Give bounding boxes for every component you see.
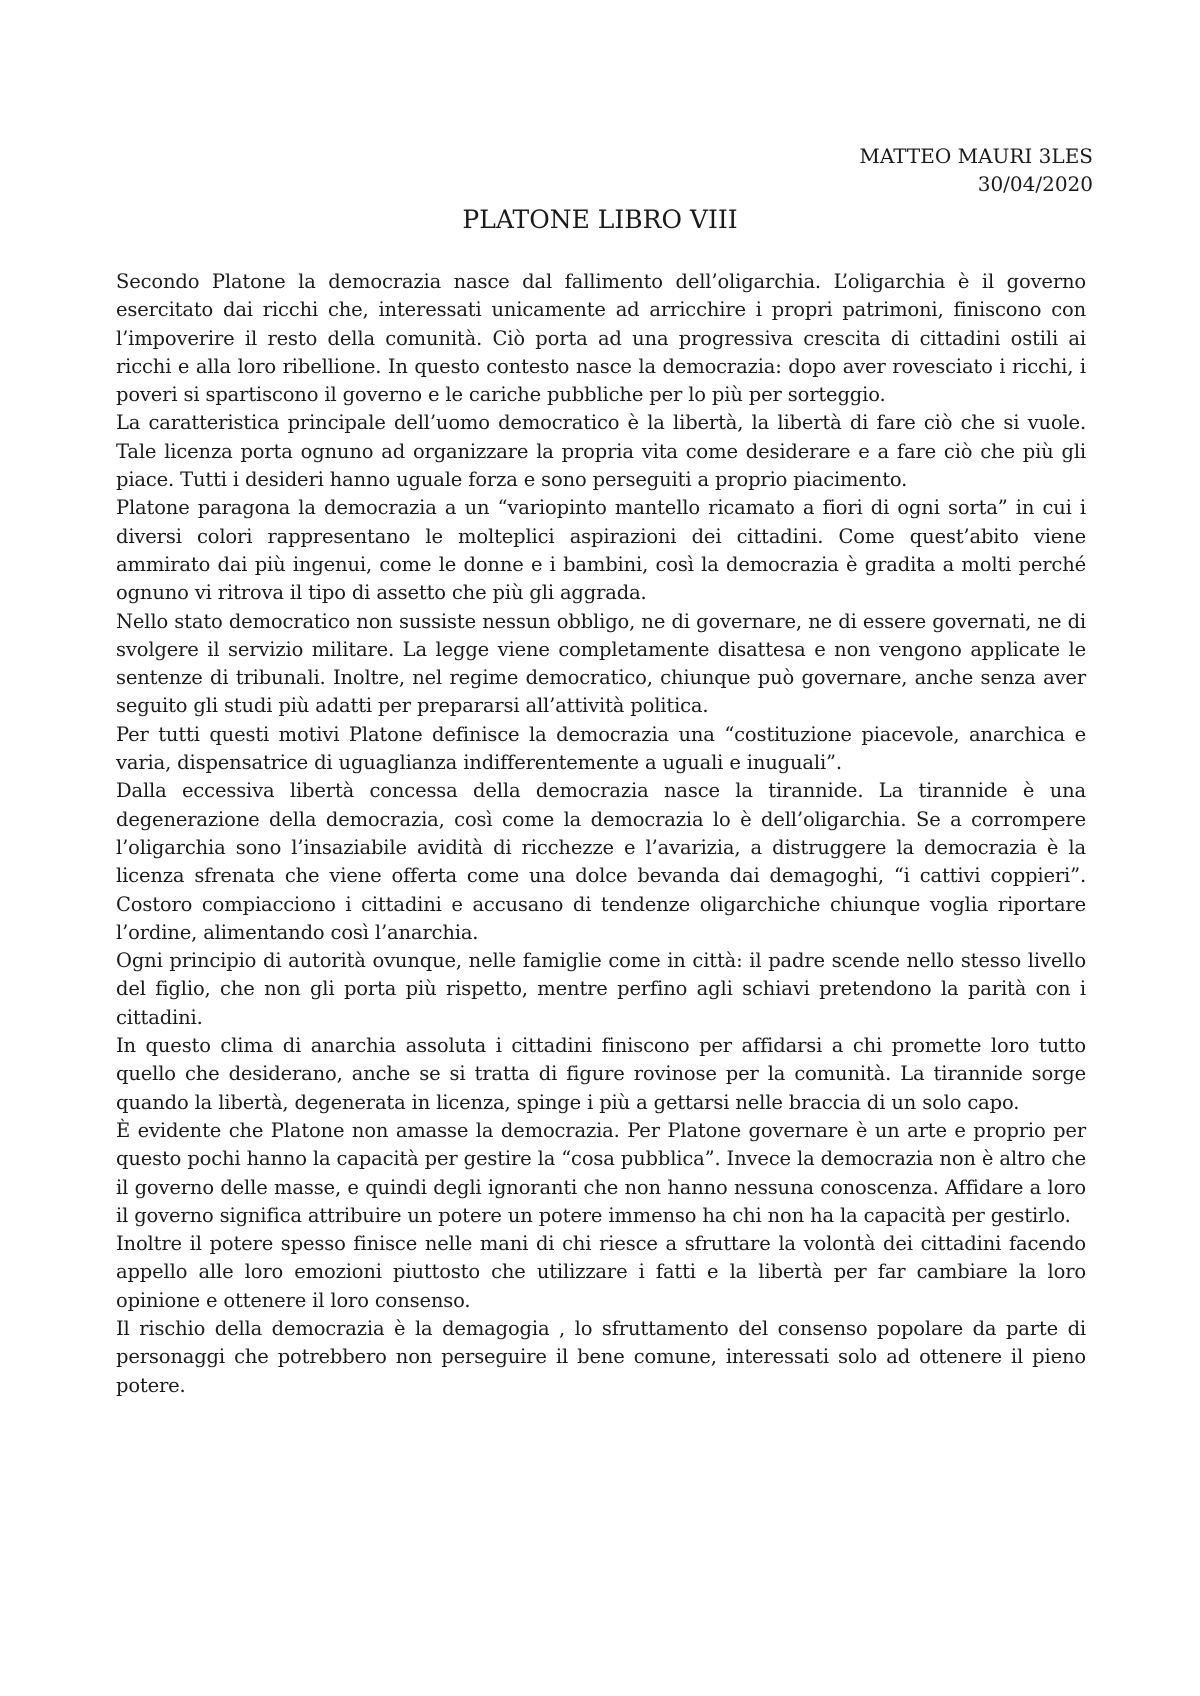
paragraph: Nello stato democratico non sussiste nessun obbligo, ne di governare, ne di essere governati, ne di svolgere il servizio militare. La legge viene completamente disattesa e non vengono applicate le sentenze di tribunali. Inoltre, nel regime democratico, chiunque può governare, anche senza aver seguito gli studi più adatti per prepararsi all’attività politica.	[116, 609, 1086, 718]
paragraph: Inoltre il potere spesso finisce nelle mani di chi riesce a sfruttare la volontà dei cittadini facendo appello alle loro emozioni piuttosto che utilizzare i fatti e la libertà per far cambiare la loro opinione e ottenere il loro consenso.	[116, 1232, 1086, 1312]
document-date: 30/04/2020	[977, 172, 1093, 196]
paragraph: Ogni principio di autorità ovunque, nelle famiglie come in città: il padre scende nello stesso livello del figlio, che non gli porta più rispetto, mentre perfino agli schiavi pretendono la parità con i cittadini.	[116, 949, 1086, 1029]
paragraph: Per tutti questi motivi Platone definisce la democrazia una “costituzione piacevole, anarchica e varia, dispensatrice di uguaglianza indifferentemente a uguali e inuguali”.	[116, 722, 1086, 775]
document-body	[116, 268, 1086, 1400]
paragraph: La caratteristica principale dell’uomo democratico è la libertà, la libertà di fare ciò che si vuole. Tale licenza porta ognuno ad organizzare la propria vita come desiderare e a fare ciò che più gli piace. Tutti i desideri hanno uguale forza e sono perseguiti a proprio piacimento.	[116, 411, 1086, 492]
paragraph: In questo clima di anarchia assoluta i cittadini finiscono per affidarsi a chi promette loro tutto quello che desiderano, anche se si tratta di figure rovinose per la comunità. La tirannide sorge quando la libertà, degenerata in licenza, spinge i più a gettarsi nelle braccia di un solo capo.	[116, 1034, 1086, 1114]
paragraph: È evidente che Platone non amasse la democrazia. Per Platone governare è un arte e proprio per questo pochi hanno la capacità per gestire la “cosa pubblica”. Invece la democrazia non è altro che il governo delle masse, e quindi degli ignoranti che non hanno nessuna conoscenza. Affidare a loro il governo significa attribuire un potere un potere immenso ha chi non ha la capacità per gestirlo.	[116, 1118, 1086, 1227]
author-name: MATTEO MAURI 3LES	[859, 144, 1093, 168]
paragraph: Secondo Platone la democrazia nasce dal fallimento dell’oligarchia. L’oligarchia è il governo esercitato dai ricchi che, interessati unicamente ad arricchire i propri patrimoni, finiscono con l’impoverire il resto della comunità. Ciò porta ad una progressiva crescita di cittadini ostili ai ricchi e alla loro ribellione. In questo contesto nasce la democrazia: dopo aver rovesciato i ricchi, i poveri si spartiscono il governo e le cariche pubbliche per lo più per sorteggio.	[116, 270, 1086, 407]
paragraph: Dalla eccessiva libertà concessa della democrazia nasce la tirannide. La tirannide è una degenerazione della democrazia, così come la democrazia lo è dell’oligarchia. Se a corrompere l’oligarchia sono l’insaziabile avidità di ricchezze e l’avarizia, a distruggere la democrazia è la licenza sfrenata che viene offerta come una dolce bevanda dai demagoghi, “i cattivi coppieri”. Costoro compiacciono i cittadini e accusano di tendenze oligarchiche chiunque voglia riportare l’ordine, alimentando così l’anarchia.	[116, 779, 1086, 944]
document-title: PLATONE LIBRO VIII	[462, 205, 738, 234]
author-block	[859, 142, 1093, 198]
paragraph: Platone paragona la democrazia a un “variopinto mantello ricamato a fiori di ogni sorta” in cui i diversi colori rappresentano le molteplici aspirazioni dei cittadini. Come quest’abito viene ammirato dai più ingenui, come le donne e i bambini, così la democrazia è gradita a molti perché ognuno vi ritrova il tipo di assetto che più gli aggrada.	[116, 496, 1086, 605]
paragraph: Il rischio della democrazia è la demagogia , lo sfruttamento del consenso popolare da parte di personaggi che potrebbero non perseguire il bene comune, interessati solo ad ottenere il pieno potere.	[116, 1316, 1086, 1397]
